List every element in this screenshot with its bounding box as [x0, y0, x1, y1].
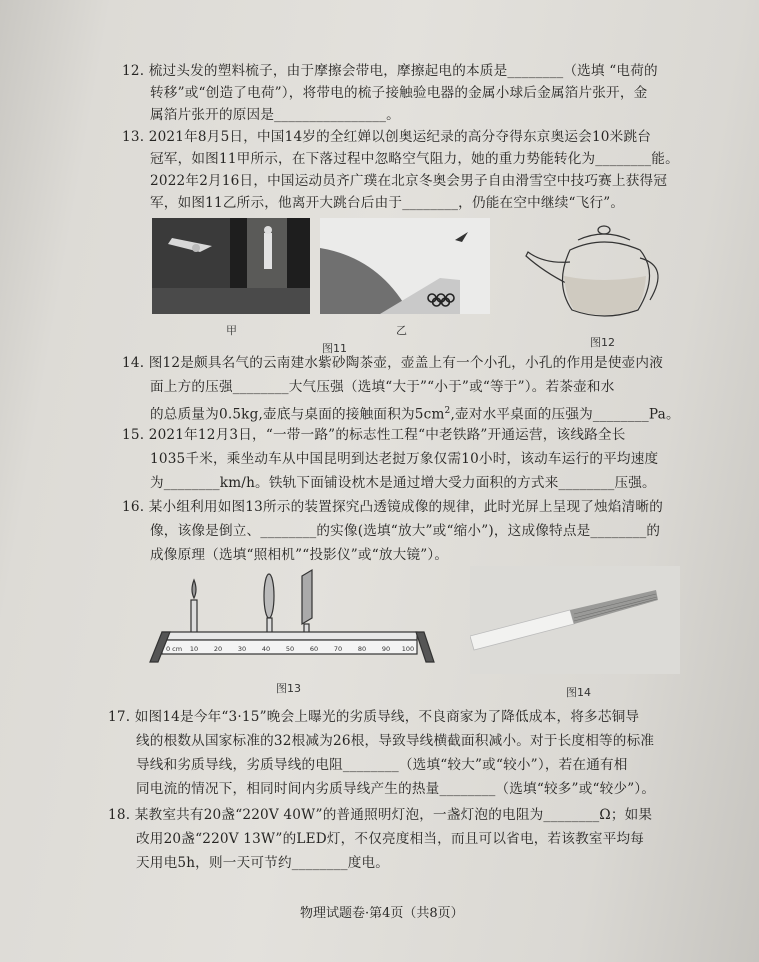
ruler-tick-label: 0 cm — [165, 645, 183, 653]
ruler-tick-label: 50 — [285, 645, 295, 653]
q18-line-2: 改用20盏“220V 13W”的LED灯，不仅亮度相当，而且可以省电，若该教室平均每 — [136, 831, 645, 847]
q13-line-1: 13. 2021年8月5日，中国14岁的全红婵以创奥运纪录的高分夺得东京奥运会10米跳台 — [122, 129, 652, 145]
ruler-tick-label: 10 — [189, 645, 199, 653]
ruler-tick-label: 90 — [381, 645, 391, 653]
figure-13-optical-bench — [142, 566, 442, 676]
ruler-tick-label: 30 — [237, 645, 247, 653]
q17-line-2: 线的根数从国家标准的32根减为26根，导致导线横截面积减小。对于长度相等的标准 — [136, 733, 655, 749]
figure-11-label-a: 甲 — [226, 324, 237, 337]
ruler-tick-label: 80 — [357, 645, 367, 653]
q15-line-1: 15. 2021年12月3日，“一带一路”的标志性工程“中老铁路”开通运营，该线路全长 — [122, 427, 626, 443]
figure-14-wire-photo — [470, 566, 680, 674]
figure-13-caption: 图13 — [276, 682, 301, 695]
q12-line-3: 属箔片张开的原因是________________。 — [150, 107, 400, 123]
q14-unit-exponent: 2 — [444, 406, 451, 416]
q14-line-3-a: 的总质量为0.5kg,壶底与桌面的接触面积为5cm — [150, 406, 445, 423]
ruler-tick-label: 60 — [309, 645, 319, 653]
q17-line-1: 17. 如图14是今年“3·15”晚会上曝光的劣质导线，不良商家为了降低成本，将多芯铜导 — [108, 709, 640, 725]
q14-line-3-b: ,壶对水平桌面的压强为________Pa。 — [450, 406, 680, 423]
q14-line-1: 14. 图12是颇具名气的云南建水紫砂陶茶壶，壶盖上有一个小孔，小孔的作用是使壶内液 — [122, 355, 664, 371]
ruler-tick-label: 20 — [213, 645, 223, 653]
q14-line-2: 面上方的压强________大气压强（选填“大于”“小于”或“等于”）。若茶壶和水 — [150, 379, 615, 395]
figure-11-caption: 图11 — [322, 342, 347, 355]
figure-12-teapot-drawing — [520, 214, 670, 324]
figure-12-caption: 图12 — [590, 336, 615, 349]
figure-14-caption: 图14 — [566, 686, 591, 699]
q13-line-4: 军，如图11乙所示，他离开大跳台后由于________，仍能在空中继续“飞行”。 — [150, 195, 625, 211]
q13-line-3: 2022年2月16日，中国运动员齐广璞在北京冬奥会男子自由滑雪空中技巧赛上获得冠 — [150, 173, 668, 189]
q14-line-3 — [150, 402, 680, 424]
q17-line-4: 同电流的情况下，相同时间内劣质导线产生的热量________（选填“较多”或“较少”）。 — [136, 781, 656, 797]
figure-11-ski-photo — [320, 218, 490, 314]
ruler-tick-label: 100 — [401, 645, 415, 653]
q13-line-2: 冠军，如图11甲所示，在下落过程中忽略空气阻力，她的重力势能转化为________能。 — [150, 151, 679, 167]
q15-line-3: 为________km/h。铁轨下面铺设枕木是通过增大受力面积的方式来________压强。 — [150, 475, 656, 491]
page-footer: 物理试题卷·第4页（共8页） — [300, 906, 464, 921]
q16-line-1: 16. 某小组利用如图13所示的装置探究凸透镜成像的规律，此时光屏上呈现了烛焰清晰的 — [122, 499, 664, 515]
q16-line-2: 像，该像是倒立、________的实像(选填“放大”或“缩小”)，这成像特点是________的 — [150, 523, 661, 539]
q18-line-3: 天用电5h，则一天可节约________度电。 — [136, 855, 390, 871]
q16-line-3: 成像原理（选填“照相机”“投影仪”或“放大镜”）。 — [150, 547, 449, 563]
q17-line-3: 导线和劣质导线，劣质导线的电阻________（选填“较大”或“较小”），若在通有相 — [136, 757, 628, 773]
figure-11-diver-photo — [152, 218, 310, 314]
ruler-tick-label: 40 — [261, 645, 271, 653]
q18-line-1: 18. 某教室共有20盏“220V 40W”的普通照明灯泡，一盏灯泡的电阻为________Ω；如果 — [108, 807, 653, 823]
q12-line-2: 转移”或“创造了电荷”），将带电的梳子接触验电器的金属小球后金属箔片张开，金 — [150, 85, 648, 101]
ruler-tick-label: 70 — [333, 645, 343, 653]
q15-line-2: 1035千米，乘坐动车从中国昆明到达老挝万象仅需10小时，该动车运行的平均速度 — [150, 451, 659, 467]
q12-line-1: 12. 梳过头发的塑料梳子，由于摩擦会带电，摩擦起电的本质是________（选填 “电荷的 — [122, 63, 658, 79]
figure-11-label-b: 乙 — [396, 324, 407, 337]
